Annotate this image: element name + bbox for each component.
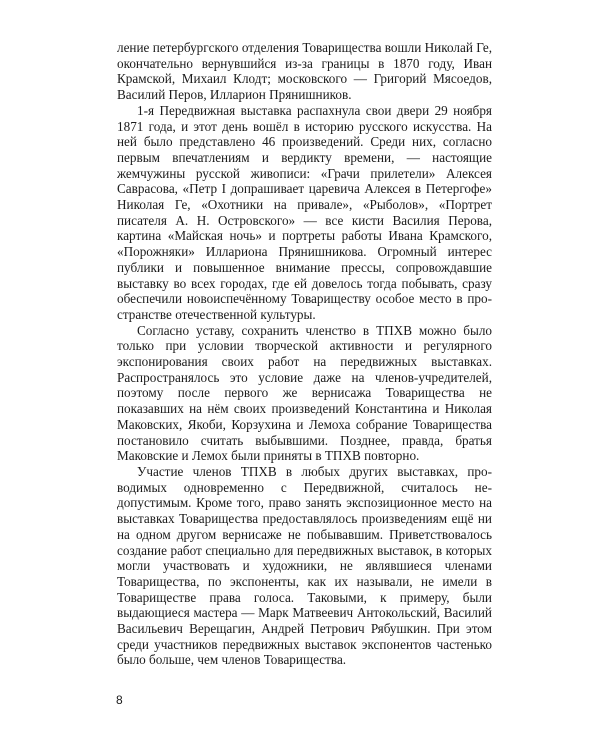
page-text (117, 40, 492, 668)
paragraph-1: ление петербургского отделения Товарищества вошли Николай Ге, окончательно вернувшийся из-за границы в 1870 году, Иван Крамской, Михаил Клодт; московского — Григорий Мясоедов, Василий Перов, Илларион Прянишников. (117, 40, 492, 103)
paragraph-3: Согласно уставу, сохранить членство в ТПХВ можно было только при условии творческой активности и регулярного экспонирования своих работ на передвижных выставках. Распространялось это условие даже на членов-учредителей, поэтому после первого же вернисажа Товарищества не показавших на нём своих произведений Константина и Николая Маковских, Якоби, Корзухина и Лемоха собрание Товарищества постановило считать выбывшими. Позднее, правда, братья Маковские и Лемох были приняты в ТПХВ повторно. (117, 322, 492, 464)
paragraph-2: 1-я Передвижная выставка распахнула свои двери 29 ноября 1871 года, и этот день вошёл в историю русского искусства. На ней было представлено 46 произведений. Среди них, согласно первым впечатлениям и вердикту времени, — настоящие жемчужины русской живописи: «Грачи прилетели» Алексея Саврасова, «Петр I допрашивает царевича Алексея в Петергофе» Николая Ге, «Охотники на привале», «Рыболов», «Портрет писателя А. Н. Островского» — все кисти Василия Перова, картина «Майская ночь» и портреты работы Ивана Крамского, «Порожняки» Иллариона Прянишникова. Огромный интерес публики и повышенное внимание прессы, сопровождавшие выставку во всех городах, где ей довелось тогда побывать, сразу обеспечили новоиспечённому Товариществу особое место в пространстве отечественной культуры. (117, 102, 492, 322)
page-number: 8 (116, 693, 123, 707)
paragraph-4: Участие членов ТПХВ в любых других выставках, проводимых одновременно с Передвижной, считалось недопустимым. Кроме того, право занять экспозиционное место на выставках Товарищества предоставлялось произведениям ещё ни на одном другом вернисаже не побывавшим. Приветствовалось создание работ специально для передвижных выставок, в которых могли участвовать и художники, не являвшиеся членами Товарищества, по экспоненты, как их называли, не имели в Товариществе права голоса. Таковыми, к примеру, были выдающиеся мастера — Марк Матвеевич Антокольский, Василий Васильевич Верещагин, Андрей Петрович Рябушкин. При этом среди участников передвижных выставок экспонентов частенько было больше, чем членов Товарищества. (117, 463, 492, 668)
